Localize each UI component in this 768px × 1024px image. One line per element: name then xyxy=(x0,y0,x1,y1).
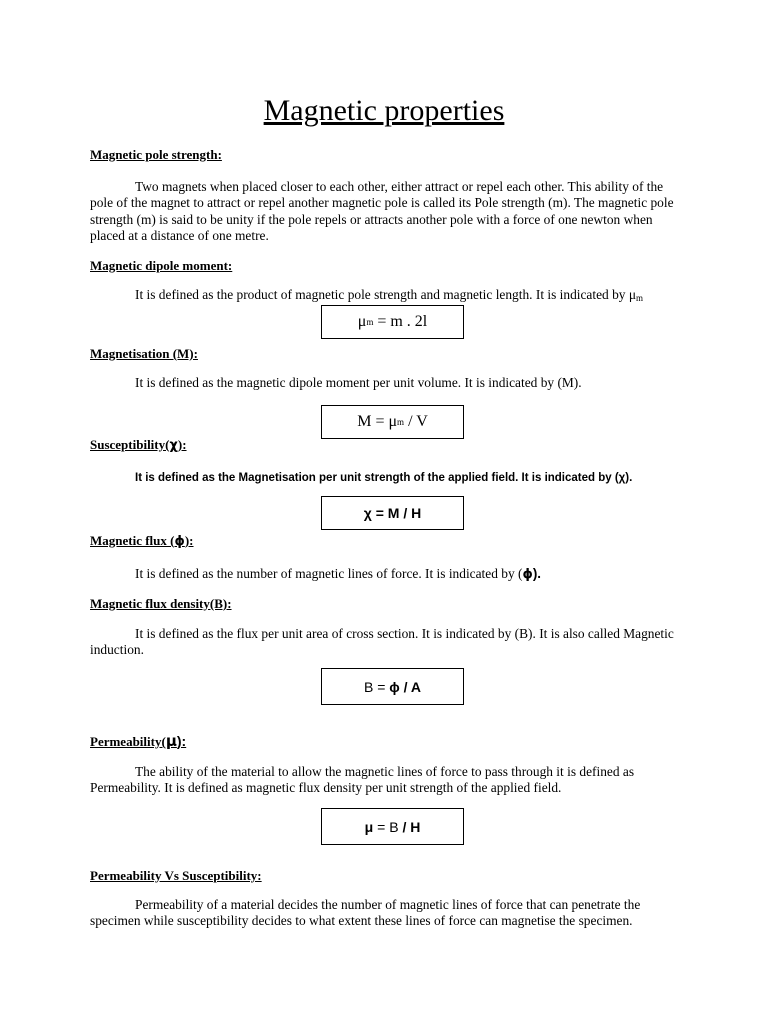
para-magnetic-flux xyxy=(90,566,682,583)
formula-flux-density xyxy=(321,668,464,705)
heading-susceptibility-end: ): xyxy=(177,437,187,452)
heading-permeability-vs-susceptibility: Permeability Vs Susceptibility: xyxy=(90,868,262,883)
para-dipole-moment xyxy=(90,287,682,303)
phi-symbol: ɸ xyxy=(174,534,185,549)
heading-pole-strength: Magnetic pole strength: xyxy=(90,147,222,162)
formula-flux-density-lhs: B = xyxy=(363,678,390,695)
para-dipole-sub: m xyxy=(636,293,644,303)
para-dipole-text: It is defined as the product of magnetic pole strength and magnetic length. It is indicated by μ xyxy=(135,287,637,302)
heading-flux-density: Magnetic flux density(B): xyxy=(90,596,232,611)
para-magnetisation: It is defined as the magnetic dipole moment per unit volume. It is indicated by (M). xyxy=(135,375,582,390)
heading-magnetisation: Magnetisation (M): xyxy=(90,346,198,361)
para-permeability-vs-susceptibility: Permeability of a material decides the number of magnetic lines of force that can penetrate the specimen while susceptibility decides to what extent these lines of force can magnetise the specimen. xyxy=(90,897,641,929)
para-permeability: The ability of the material to allow the magnetic lines of force to pass through it is defined as Permeability. It is defined as magnetic flux density per unit strength of the applied field. xyxy=(90,764,635,796)
heading-permeability-text: Permeability( xyxy=(90,734,166,749)
heading-flux-end: ): xyxy=(184,533,194,548)
formula-dipole-lhs: μ xyxy=(357,313,367,330)
chi-symbol: χ xyxy=(169,438,178,453)
para-flux-end: ). xyxy=(532,566,542,581)
heading-flux-text: Magnetic flux ( xyxy=(90,533,175,548)
formula-magnetisation: M = μ m / V xyxy=(321,405,464,439)
para-susceptibility: It is defined as the Magnetisation per unit strength of the applied field. It is indicated by (χ). xyxy=(135,472,633,484)
formula-magnetisation-rhs: / V xyxy=(404,413,428,430)
formula-permeability-rhs: / H xyxy=(402,818,421,835)
formula-flux-density-rhs: ɸ / A xyxy=(389,678,422,695)
heading-permeability-end: ): xyxy=(176,733,187,749)
para-flux-text: It is defined as the number of magnetic lines of force. It is indicated by ( xyxy=(135,566,523,581)
page-title: Magnetic properties xyxy=(263,94,505,127)
formula-magnetisation-lhs: M = μ xyxy=(357,413,398,430)
formula-susceptibility: χ = M / H xyxy=(321,496,464,530)
formula-permeability xyxy=(321,808,464,845)
heading-dipole-moment: Magnetic dipole moment: xyxy=(90,258,233,273)
phi-symbol-inline: ɸ xyxy=(522,567,533,582)
formula-dipole-rhs: = m . 2l xyxy=(373,313,428,330)
heading-permeability xyxy=(90,733,186,750)
heading-susceptibility-text: Susceptibility( xyxy=(90,437,170,452)
formula-permeability-mid: = B xyxy=(373,818,403,835)
para-flux-density: It is defined as the flux per unit area of cross section. It is indicated by (B). It is also called Magnetic induction. xyxy=(90,626,674,658)
para-pole-strength: Two magnets when placed closer to each other, either attract or repel each other. This ability of the pole of the magnet to attract or repel another magnetic pole is called its Pole strength (m). The magnetic pole strength (m) is said to be unity if the pole repels or attracts another pole with a force of one newton when placed at a distance of one metre. xyxy=(90,179,674,243)
heading-magnetic-flux xyxy=(90,533,194,550)
heading-susceptibility xyxy=(90,437,187,454)
formula-dipole-moment: μ m = m . 2l xyxy=(321,305,464,339)
formula-permeability-lhs: μ xyxy=(364,818,374,835)
mu-symbol: μ xyxy=(165,732,177,750)
